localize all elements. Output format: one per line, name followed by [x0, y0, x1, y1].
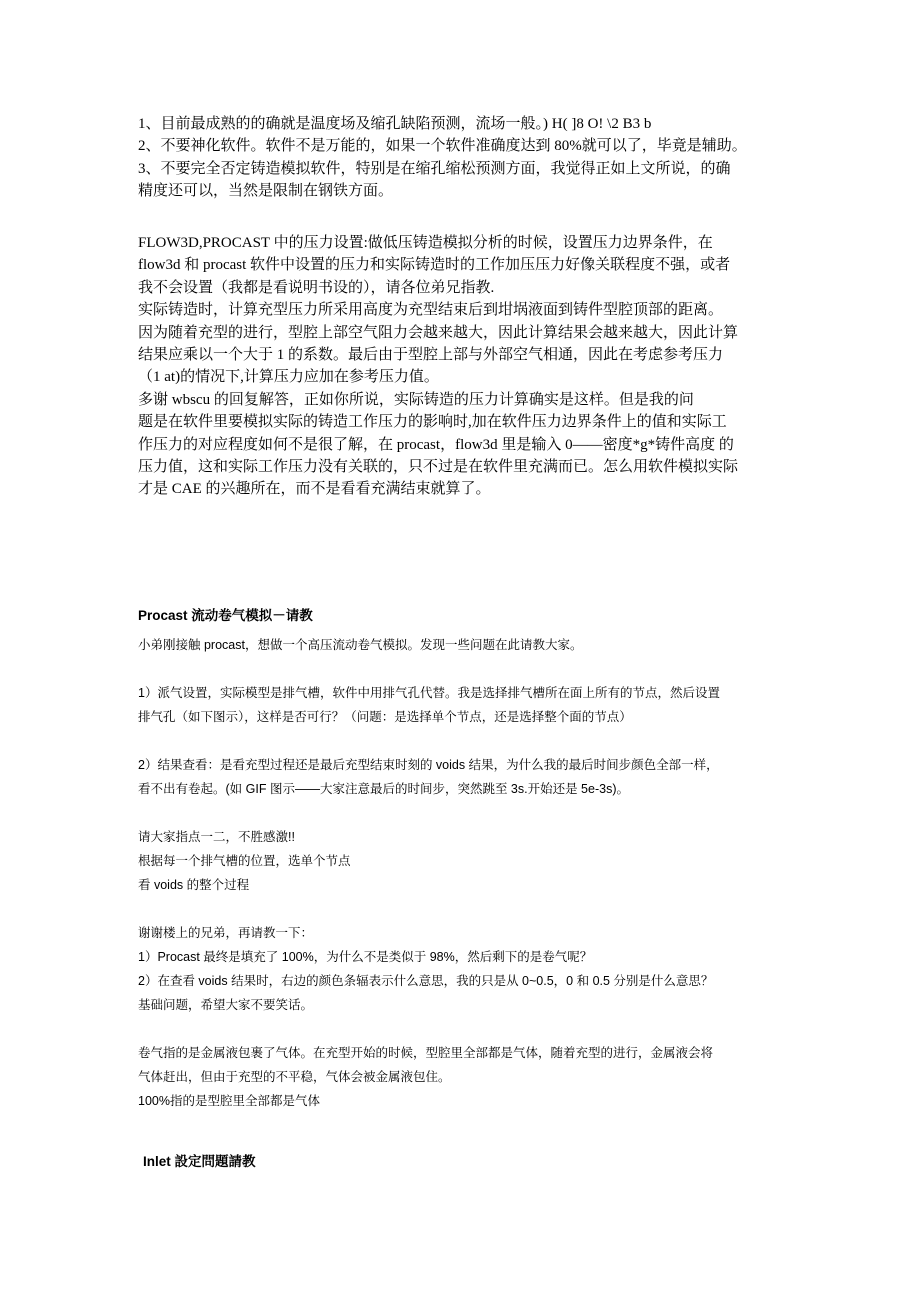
text-line: 1）Procast 最终是填充了 100%，为什么不是类似于 98%，然后剩下的是卷气呢？: [138, 950, 593, 964]
pressure-discussion: [138, 232, 802, 501]
text-line: 实际铸造时，计算充型压力所采用高度为充型结束后到坩埚液面到铸件型腔顶部的距离。: [138, 302, 724, 319]
text-line: 卷气指的是金属液包裹了气体。在充型开始的时候，型腔里全部都是气体，随着充型的进行，金属液会将: [138, 1046, 714, 1060]
text-line: [138, 729, 802, 753]
text-line: 因为随着充型的进行，型腔上部空气阻力会越来越大，因此计算结果会越来越大，因此计算: [138, 324, 739, 341]
text-line: 2）结果查看：是看充型过程还是最后充型结束时刻的 voids 结果，为什么我的最后时间步颜色全部一样，: [138, 758, 719, 772]
text-line: 题是在软件里要模拟实际的铸造工作压力的影响时,加在软件压力边界条件上的值和实际工: [138, 414, 727, 431]
text-line: （1 at)的情况下,计算压力应加在参考压力值。: [138, 369, 439, 386]
text-line: 请大家指点一二，不胜感激!!: [138, 830, 295, 844]
text-line: FLOW3D,PROCAST 中的压力设置:做低压铸造模拟分析的时候，设置压力边界条件，在: [138, 235, 713, 251]
text-line: flow3d 和 procast 软件中设置的压力和实际铸造时的工作加压压力好像关联程度不强，或者: [138, 257, 731, 274]
text-line: 看 voids 的整个过程: [138, 878, 250, 892]
text-line: 结果应乘以一个大于 1 的系数。最后由于型腔上部与外部空气相通，因此在考虑参考压力: [138, 347, 724, 364]
text-line: 根据每一个排气槽的位置，选单个节点: [138, 854, 351, 868]
text-line: 多谢 wbscu 的回复解答，正如你所说，实际铸造的压力计算确实是这样。但是我的问: [138, 391, 694, 408]
text-line: 小弟刚接触 procast，想做一个高压流动卷气模拟。发现一些问题在此请教大家。: [138, 638, 583, 652]
text-line: 谢谢楼上的兄弟，再请教一下：: [138, 926, 314, 940]
text-line: [138, 801, 802, 825]
text-line: 排气孔（如下图示），这样是否可行？（问题：是选择单个节点，还是选择整个面的节点）: [138, 710, 632, 724]
text-line: 精度还可以，当然是限制在钢铁方面。: [138, 183, 394, 200]
text-line: [138, 1017, 802, 1041]
text-line: 我不会设置（我都是看说明书设的），请各位弟兄指教.: [138, 279, 495, 296]
text-line: 1）派气设置，实际模型是排气槽，软件中用排气孔代替。我是选择排气槽所在面上所有的节点，然后设置: [138, 686, 720, 700]
text-line: 压力值，这和实际工作压力没有关联的，只不过是在软件里充满而已。怎么用软件模拟实际: [138, 459, 739, 476]
section-title-procast: Procast 流动卷气模拟－请教: [138, 608, 313, 623]
text-line: 2、不要神化软件。软件不是万能的，如果一个软件准确度达到 80%就可以了，毕竟是辅助。: [138, 138, 747, 155]
text-line: 2）在查看 voids 结果时，右边的颜色条辐表示什么意思，我的只是从 0~0.5，0 和 0.5 分别是什么意思？: [138, 974, 714, 988]
summary-points: [138, 113, 802, 203]
text-line: 1、目前最成熟的的确就是温度场及缩孔缺陷预测，流场一般。) H( ]8 O! \2 B3 b: [138, 116, 652, 132]
text-line: 100%指的是型腔里全部都是气体: [138, 1094, 320, 1108]
text-line: 基础问题，希望大家不要笑话。: [138, 998, 314, 1012]
text-line: 作压力的对应程度如何不是很了解，在 procast，flow3d 里是输入 0——密度*g*铸件高度 的: [138, 436, 734, 453]
section-title-inlet: Inlet 設定問題請教: [143, 1154, 256, 1169]
text-line: 气体赶出，但由于充型的不平稳，气体会被金属液包住。: [138, 1070, 451, 1084]
text-line: 3、不要完全否定铸造模拟软件，特别是在缩孔缩松预测方面，我觉得正如上文所说，的确: [138, 160, 731, 177]
text-line: [138, 897, 802, 921]
text-line: 看不出有卷起。(如 GIF 图示——大家注意最后的时间步，突然跳至 3s.开始还是 5e-3s)。: [138, 782, 629, 796]
text-line: [138, 657, 802, 681]
text-line: 才是 CAE 的兴趣所在，而不是看看充满结束就算了。: [138, 481, 491, 498]
procast-discussion: [138, 633, 802, 1113]
